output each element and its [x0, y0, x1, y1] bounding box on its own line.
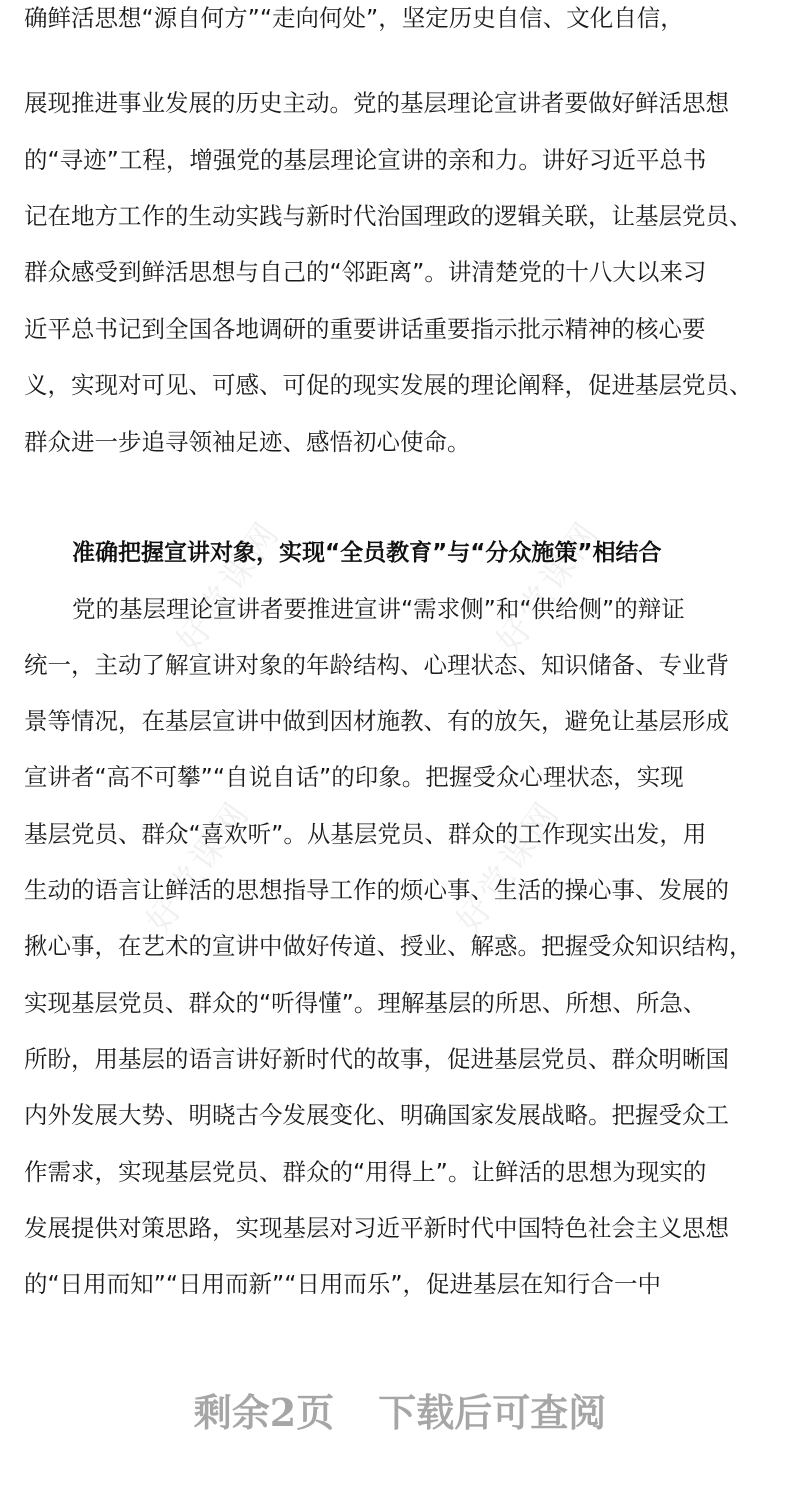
watermark: 好党课网 [138, 792, 259, 941]
paragraph-line: 群众感受到鲜活思想与自己的“邻距离”。讲清楚党的十八大以来习 [24, 258, 707, 286]
paragraph-line: 记在地方工作的生动实践与新时代治国理政的逻辑关联，让基层党员、 [24, 202, 753, 230]
remaining-pages-label: 剩余2页 [193, 1390, 335, 1435]
watermark: 好党课网 [448, 792, 569, 941]
paragraph-line: 近平总书记到全国各地调研的重要讲话重要指示批示精神的核心要 [24, 315, 706, 343]
paragraph-line: 发展提供对策思路，实现基层对习近平新时代中国特色社会主义思想 [24, 1214, 729, 1242]
paragraph-line: 所盼，用基层的语言讲好新时代的故事，促进基层党员、群众明晰国 [24, 1045, 729, 1073]
download-hint-label: 下载后可查阅 [378, 1390, 607, 1435]
paragraph-line: 基层党员、群众“喜欢听”。从基层党员、群众的工作现实出发，用 [24, 820, 707, 848]
paragraph-line: 生动的语言让鲜活的思想指导工作的烦心事、生活的操心事、发展的 [24, 876, 729, 904]
paragraph-line: 作需求，实现基层党员、群众的“用得上”。让鲜活的思想为现实的 [24, 1158, 707, 1186]
paragraph-line: 的“寻迹”工程，增强党的基层理论宣讲的亲和力。讲好习近平总书 [24, 146, 707, 174]
paragraph-line: 景等情况，在基层宣讲中做到因材施教、有的放矢，避免让基层形成 [24, 707, 729, 735]
paragraph-line: 党的基层理论宣讲者要推进宣讲“需求侧”和“供给侧”的辩证 [72, 595, 685, 623]
paragraph-line: 宣讲者“高不可攀”“自说自话”的印象。把握受众心理状态，实现 [24, 763, 684, 791]
download-prompt[interactable] [0, 1388, 800, 1438]
paragraph-line: 群众进一步追寻领袖足迹、感悟初心使命。 [24, 428, 471, 456]
paragraph-line: 统一，主动了解宣讲对象的年龄结构、心理状态、知识储备、专业背 [24, 651, 729, 679]
paragraph-line: 展现推进事业发展的历史主动。党的基层理论宣讲者要做好鲜活思想 [24, 89, 729, 117]
paragraph-line: 确鲜活思想“源自何方”“走向何处”，坚定历史自信、文化自信， [24, 4, 684, 32]
watermark: 好党课网 [488, 512, 609, 661]
watermark: 好党课网 [168, 512, 289, 661]
paragraph-line: 义，实现对可见、可感、可促的现实发展的理论阐释，促进基层党员、 [24, 371, 753, 399]
paragraph-line: 内外发展大势、明晓古今发展变化、明确国家发展战略。把握受众工 [24, 1101, 729, 1129]
paragraph-line: 的“日用而知”“日用而新”“日用而乐”，促进基层在知行合一中 [24, 1270, 662, 1298]
paragraph-line: 实现基层党员、群众的“听得懂”。理解基层的所思、所想、所急、 [24, 989, 707, 1017]
paragraph-line: 揪心事，在艺术的宣讲中做好传道、授业、解惑。把握受众知识结构， [24, 932, 753, 960]
section-heading: 准确把握宣讲对象，实现“全员教育”与“分众施策”相结合 [72, 540, 662, 566]
